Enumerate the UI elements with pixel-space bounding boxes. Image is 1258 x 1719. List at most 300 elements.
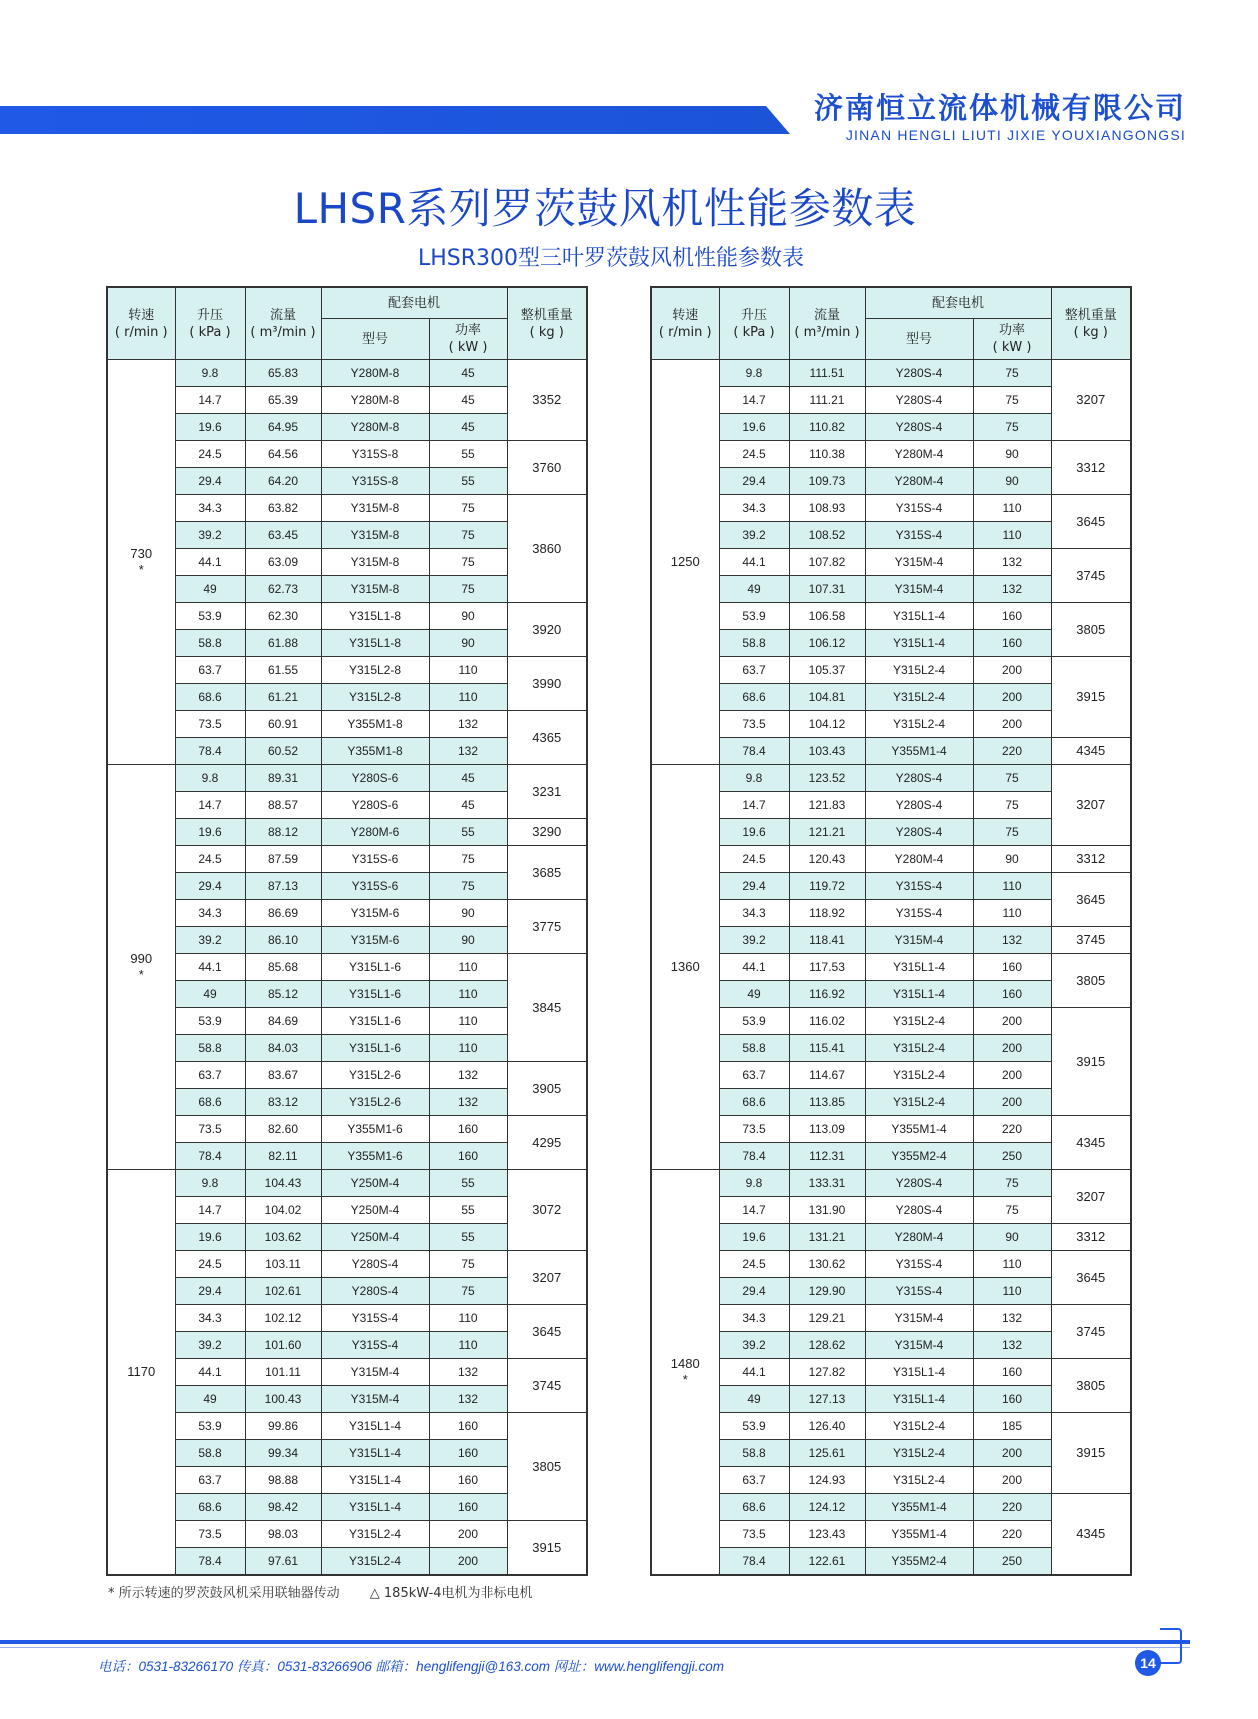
- weight-cell: 3645: [1051, 495, 1131, 549]
- flow-cell: 97.61: [245, 1548, 321, 1576]
- weight-cell: 3645: [507, 1305, 587, 1359]
- motor-model-cell: Y280M-8: [321, 414, 429, 441]
- pressure-cell: 58.8: [175, 630, 245, 657]
- header-power: 功率 ( kW ): [429, 319, 507, 360]
- motor-model-cell: Y280S-4: [865, 360, 973, 387]
- motor-model-cell: Y355M1-8: [321, 738, 429, 765]
- weight-cell: 3915: [1051, 1008, 1131, 1116]
- power-cell: 75: [429, 846, 507, 873]
- pressure-cell: 44.1: [719, 1359, 789, 1386]
- table-row: [651, 1116, 1131, 1143]
- flow-cell: 60.52: [245, 738, 321, 765]
- motor-model-cell: Y315L1-4: [865, 1386, 973, 1413]
- motor-model-cell: Y280S-6: [321, 765, 429, 792]
- power-cell: 200: [973, 1062, 1051, 1089]
- motor-model-cell: Y315S-4: [865, 873, 973, 900]
- power-cell: 160: [429, 1116, 507, 1143]
- flow-cell: 63.45: [245, 522, 321, 549]
- pressure-cell: 68.6: [175, 1089, 245, 1116]
- power-cell: 55: [429, 468, 507, 495]
- motor-model-cell: Y280S-6: [321, 792, 429, 819]
- motor-model-cell: Y315M-4: [865, 927, 973, 954]
- table-row: [651, 657, 1131, 684]
- pressure-cell: 78.4: [175, 1143, 245, 1170]
- performance-table-left: [106, 286, 588, 1576]
- weight-cell: 3805: [1051, 603, 1131, 657]
- weight-cell: 4345: [1051, 1494, 1131, 1576]
- power-cell: 200: [973, 1440, 1051, 1467]
- pressure-cell: 58.8: [719, 1440, 789, 1467]
- power-cell: 45: [429, 792, 507, 819]
- pressure-cell: 29.4: [719, 873, 789, 900]
- table-row: [107, 1359, 587, 1386]
- table-row: [651, 360, 1131, 387]
- pressure-cell: 53.9: [175, 603, 245, 630]
- power-cell: 132: [973, 549, 1051, 576]
- flow-cell: 83.12: [245, 1089, 321, 1116]
- table-row: [107, 1062, 587, 1089]
- header-flow: 流量 ( m³/min ): [789, 287, 865, 360]
- power-cell: 160: [973, 1386, 1051, 1413]
- pressure-cell: 49: [719, 1386, 789, 1413]
- table-row: [107, 1521, 587, 1548]
- motor-model-cell: Y250M-4: [321, 1197, 429, 1224]
- table-row: [107, 495, 587, 522]
- pressure-cell: 44.1: [175, 1359, 245, 1386]
- pressure-cell: 14.7: [175, 387, 245, 414]
- table-row: [651, 549, 1131, 576]
- flow-cell: 104.02: [245, 1197, 321, 1224]
- pressure-cell: 44.1: [719, 549, 789, 576]
- speed-value: 730: [130, 546, 153, 561]
- coupling-mark: *: [138, 562, 144, 577]
- flow-cell: 63.82: [245, 495, 321, 522]
- flow-cell: 125.61: [789, 1440, 865, 1467]
- power-cell: 90: [973, 468, 1051, 495]
- pressure-cell: 29.4: [719, 468, 789, 495]
- power-cell: 110: [429, 1035, 507, 1062]
- motor-model-cell: Y315M-8: [321, 495, 429, 522]
- flow-cell: 128.62: [789, 1332, 865, 1359]
- table-row: [651, 603, 1131, 630]
- motor-model-cell: Y315M-4: [321, 1386, 429, 1413]
- weight-cell: 3645: [1051, 873, 1131, 927]
- flow-cell: 131.21: [789, 1224, 865, 1251]
- flow-cell: 110.82: [789, 414, 865, 441]
- power-cell: 45: [429, 387, 507, 414]
- power-cell: 110: [973, 1278, 1051, 1305]
- weight-cell: 3745: [1051, 1305, 1131, 1359]
- motor-model-cell: Y315L2-4: [865, 1440, 973, 1467]
- motor-model-cell: Y315L1-4: [321, 1494, 429, 1521]
- power-cell: 110: [429, 954, 507, 981]
- pressure-cell: 24.5: [175, 846, 245, 873]
- motor-model-cell: Y355M1-4: [865, 1116, 973, 1143]
- power-cell: 160: [973, 954, 1051, 981]
- footer-rule: [0, 1640, 1190, 1644]
- motor-model-cell: Y315L2-8: [321, 684, 429, 711]
- power-cell: 110: [973, 873, 1051, 900]
- flow-cell: 88.12: [245, 819, 321, 846]
- power-cell: 200: [973, 1467, 1051, 1494]
- speed-value: 1170: [127, 1364, 156, 1379]
- power-cell: 132: [429, 1359, 507, 1386]
- flow-cell: 124.93: [789, 1467, 865, 1494]
- power-cell: 55: [429, 819, 507, 846]
- flow-cell: 118.92: [789, 900, 865, 927]
- flow-cell: 116.02: [789, 1008, 865, 1035]
- power-cell: 110: [973, 900, 1051, 927]
- coupling-mark: *: [682, 1372, 688, 1387]
- motor-model-cell: Y280S-4: [321, 1251, 429, 1278]
- header-model: 型号: [321, 319, 429, 360]
- power-cell: 200: [973, 684, 1051, 711]
- pressure-cell: 53.9: [175, 1413, 245, 1440]
- power-cell: 110: [429, 1305, 507, 1332]
- motor-model-cell: Y355M2-4: [865, 1143, 973, 1170]
- weight-cell: 3775: [507, 900, 587, 954]
- power-cell: 132: [429, 1062, 507, 1089]
- pressure-cell: 73.5: [719, 711, 789, 738]
- power-cell: 160: [429, 1413, 507, 1440]
- motor-model-cell: Y315L2-4: [865, 1467, 973, 1494]
- pressure-cell: 73.5: [175, 711, 245, 738]
- weight-cell: 3915: [507, 1521, 587, 1576]
- flow-cell: 101.11: [245, 1359, 321, 1386]
- weight-cell: 3072: [507, 1170, 587, 1251]
- table-row: [651, 1413, 1131, 1440]
- power-cell: 160: [973, 630, 1051, 657]
- header-flow: 流量 ( m³/min ): [245, 287, 321, 360]
- table-row: [651, 1251, 1131, 1278]
- power-cell: 132: [973, 1305, 1051, 1332]
- pressure-cell: 19.6: [719, 414, 789, 441]
- pressure-cell: 14.7: [719, 387, 789, 414]
- flow-cell: 101.60: [245, 1332, 321, 1359]
- flow-cell: 111.51: [789, 360, 865, 387]
- pressure-cell: 44.1: [719, 954, 789, 981]
- footer-contact: 电话：0531-83266170 传真：0531-83266906 邮箱：henglifengji@163.com 网址：www.henglifengji.com: [98, 1659, 725, 1674]
- weight-cell: 3915: [1051, 1413, 1131, 1494]
- flow-cell: 61.55: [245, 657, 321, 684]
- weight-cell: 3905: [507, 1062, 587, 1116]
- flow-cell: 110.38: [789, 441, 865, 468]
- motor-model-cell: Y315S-4: [321, 1305, 429, 1332]
- flow-cell: 99.86: [245, 1413, 321, 1440]
- flow-cell: 115.41: [789, 1035, 865, 1062]
- motor-model-cell: Y315S-4: [321, 1332, 429, 1359]
- motor-model-cell: Y315L1-4: [321, 1440, 429, 1467]
- table-row: [107, 900, 587, 927]
- table-row: [107, 603, 587, 630]
- power-cell: 132: [973, 576, 1051, 603]
- flow-cell: 127.82: [789, 1359, 865, 1386]
- table-row: [107, 1170, 587, 1197]
- pressure-cell: 49: [719, 981, 789, 1008]
- power-cell: 75: [973, 1170, 1051, 1197]
- weight-cell: 3207: [507, 1251, 587, 1305]
- company-name-cn: 济南恒立流体机械有限公司: [813, 91, 1186, 125]
- power-cell: 160: [429, 1440, 507, 1467]
- power-cell: 75: [973, 792, 1051, 819]
- power-cell: 200: [973, 711, 1051, 738]
- flow-cell: 65.39: [245, 387, 321, 414]
- pressure-cell: 19.6: [719, 819, 789, 846]
- pressure-cell: 73.5: [719, 1116, 789, 1143]
- power-cell: 160: [429, 1494, 507, 1521]
- flow-cell: 108.93: [789, 495, 865, 522]
- table-row: [107, 360, 587, 387]
- table-row: [651, 846, 1131, 873]
- power-cell: 220: [973, 1116, 1051, 1143]
- motor-model-cell: Y355M1-8: [321, 711, 429, 738]
- flow-cell: 84.69: [245, 1008, 321, 1035]
- motor-model-cell: Y315M-4: [865, 576, 973, 603]
- motor-model-cell: Y315L2-8: [321, 657, 429, 684]
- flow-cell: 98.88: [245, 1467, 321, 1494]
- header-weight: 整机重量 ( kg ): [507, 287, 587, 360]
- power-cell: 110: [973, 1251, 1051, 1278]
- weight-cell: 3745: [507, 1359, 587, 1413]
- power-cell: 75: [429, 495, 507, 522]
- flow-cell: 98.03: [245, 1521, 321, 1548]
- flow-cell: 113.09: [789, 1116, 865, 1143]
- pressure-cell: 34.3: [719, 495, 789, 522]
- motor-model-cell: Y315S-4: [865, 900, 973, 927]
- motor-model-cell: Y280S-4: [865, 819, 973, 846]
- motor-model-cell: Y280M-8: [321, 387, 429, 414]
- flow-cell: 105.37: [789, 657, 865, 684]
- weight-cell: 3231: [507, 765, 587, 819]
- motor-model-cell: Y315M-4: [865, 549, 973, 576]
- pressure-cell: 78.4: [719, 738, 789, 765]
- motor-model-cell: Y315L1-4: [865, 630, 973, 657]
- power-cell: 90: [973, 846, 1051, 873]
- pressure-cell: 58.8: [175, 1035, 245, 1062]
- power-cell: 75: [429, 1251, 507, 1278]
- flow-cell: 100.43: [245, 1386, 321, 1413]
- company-logo: [814, 92, 1186, 143]
- flow-cell: 123.52: [789, 765, 865, 792]
- motor-model-cell: Y280S-4: [865, 792, 973, 819]
- motor-model-cell: Y280S-4: [865, 765, 973, 792]
- pressure-cell: 19.6: [719, 1224, 789, 1251]
- power-cell: 250: [973, 1548, 1051, 1576]
- pressure-cell: 63.7: [175, 1467, 245, 1494]
- power-cell: 55: [429, 1224, 507, 1251]
- table-row: [107, 846, 587, 873]
- flow-cell: 126.40: [789, 1413, 865, 1440]
- weight-cell: 3805: [1051, 954, 1131, 1008]
- header-speed: 转速 ( r/min ): [651, 287, 719, 360]
- pressure-cell: 73.5: [175, 1521, 245, 1548]
- power-cell: 200: [973, 1008, 1051, 1035]
- table-row: [107, 1305, 587, 1332]
- motor-model-cell: Y315L1-6: [321, 1008, 429, 1035]
- flow-cell: 113.85: [789, 1089, 865, 1116]
- pressure-cell: 14.7: [719, 792, 789, 819]
- pressure-cell: 68.6: [719, 1089, 789, 1116]
- motor-model-cell: Y280M-6: [321, 819, 429, 846]
- pressure-cell: 24.5: [175, 1251, 245, 1278]
- company-name-en: JINAN HENGLI LIUTI JIXIE YOUXIANGONGSI: [845, 127, 1186, 143]
- weight-cell: 3990: [507, 657, 587, 711]
- motor-model-cell: Y315S-8: [321, 441, 429, 468]
- pressure-cell: 9.8: [719, 1170, 789, 1197]
- motor-model-cell: Y315L1-4: [865, 1359, 973, 1386]
- flow-cell: 114.67: [789, 1062, 865, 1089]
- motor-model-cell: Y315L1-6: [321, 1035, 429, 1062]
- weight-cell: 3845: [507, 954, 587, 1062]
- speed-value: 1250: [670, 554, 700, 569]
- table-row: [651, 441, 1131, 468]
- header-speed: 转速 ( r/min ): [107, 287, 175, 360]
- flow-cell: 121.21: [789, 819, 865, 846]
- motor-model-cell: Y315L2-4: [865, 684, 973, 711]
- pressure-cell: 29.4: [175, 468, 245, 495]
- power-cell: 75: [429, 1278, 507, 1305]
- flow-cell: 60.91: [245, 711, 321, 738]
- pressure-cell: 78.4: [175, 738, 245, 765]
- table-body: [651, 360, 1131, 1576]
- flow-cell: 64.95: [245, 414, 321, 441]
- flow-cell: 99.34: [245, 1440, 321, 1467]
- weight-cell: 3352: [507, 360, 587, 441]
- power-cell: 160: [429, 1143, 507, 1170]
- table-row: [651, 738, 1131, 765]
- weight-cell: 3312: [1051, 1224, 1131, 1251]
- pressure-cell: 68.6: [719, 1494, 789, 1521]
- power-cell: 90: [429, 900, 507, 927]
- table-body: [107, 360, 587, 1576]
- motor-model-cell: Y315L1-4: [865, 603, 973, 630]
- flow-cell: 109.73: [789, 468, 865, 495]
- header-pressure: 升压 ( kPa ): [719, 287, 789, 360]
- pressure-cell: 29.4: [719, 1278, 789, 1305]
- flow-cell: 87.59: [245, 846, 321, 873]
- weight-cell: 3745: [1051, 549, 1131, 603]
- pressure-cell: 9.8: [175, 360, 245, 387]
- motor-model-cell: Y315M-4: [321, 1359, 429, 1386]
- power-cell: 200: [973, 1089, 1051, 1116]
- speed-value: 990: [130, 951, 153, 966]
- power-cell: 200: [429, 1521, 507, 1548]
- power-cell: 55: [429, 1170, 507, 1197]
- flow-cell: 85.68: [245, 954, 321, 981]
- header-power: 功率 ( kW ): [973, 319, 1051, 360]
- pressure-cell: 39.2: [175, 927, 245, 954]
- flow-cell: 88.57: [245, 792, 321, 819]
- pressure-cell: 34.3: [719, 900, 789, 927]
- pressure-cell: 39.2: [175, 522, 245, 549]
- motor-model-cell: Y280S-4: [865, 1170, 973, 1197]
- power-cell: 110: [429, 1332, 507, 1359]
- flow-cell: 131.90: [789, 1197, 865, 1224]
- motor-model-cell: Y250M-4: [321, 1170, 429, 1197]
- pressure-cell: 58.8: [719, 630, 789, 657]
- flow-cell: 107.31: [789, 576, 865, 603]
- weight-cell: 3805: [507, 1413, 587, 1521]
- motor-model-cell: Y315L2-4: [865, 657, 973, 684]
- motor-model-cell: Y355M2-4: [865, 1548, 973, 1576]
- power-cell: 45: [429, 765, 507, 792]
- flow-cell: 86.69: [245, 900, 321, 927]
- motor-model-cell: Y280M-4: [865, 468, 973, 495]
- weight-cell: 3207: [1051, 1170, 1131, 1224]
- pressure-cell: 19.6: [175, 414, 245, 441]
- pressure-cell: 14.7: [175, 792, 245, 819]
- pressure-cell: 34.3: [175, 900, 245, 927]
- flow-cell: 64.20: [245, 468, 321, 495]
- table-row: [651, 1170, 1131, 1197]
- motor-model-cell: Y315L2-6: [321, 1089, 429, 1116]
- power-cell: 110: [973, 495, 1051, 522]
- flow-cell: 103.62: [245, 1224, 321, 1251]
- flow-cell: 62.73: [245, 576, 321, 603]
- table-row: [107, 441, 587, 468]
- motor-model-cell: Y280M-4: [865, 441, 973, 468]
- motor-model-cell: Y315L2-4: [865, 1062, 973, 1089]
- table-row: [651, 954, 1131, 981]
- power-cell: 110: [429, 684, 507, 711]
- weight-cell: 3312: [1051, 441, 1131, 495]
- header-band: [0, 106, 790, 134]
- pressure-cell: 39.2: [719, 927, 789, 954]
- pressure-cell: 58.8: [719, 1035, 789, 1062]
- table-row: [107, 1116, 587, 1143]
- table-row: [651, 1305, 1131, 1332]
- weight-cell: 3760: [507, 441, 587, 495]
- pressure-cell: 63.7: [719, 657, 789, 684]
- motor-model-cell: Y315M-8: [321, 576, 429, 603]
- motor-model-cell: Y315L2-4: [321, 1548, 429, 1576]
- motor-model-cell: Y315S-4: [865, 1278, 973, 1305]
- motor-model-cell: Y315S-4: [865, 1251, 973, 1278]
- motor-model-cell: Y315L2-4: [865, 1008, 973, 1035]
- flow-cell: 82.11: [245, 1143, 321, 1170]
- power-cell: 55: [429, 1197, 507, 1224]
- weight-cell: 4345: [1051, 738, 1131, 765]
- flow-cell: 87.13: [245, 873, 321, 900]
- table-row: [651, 873, 1131, 900]
- flow-cell: 116.92: [789, 981, 865, 1008]
- header-motor: 配套电机: [321, 287, 507, 319]
- weight-cell: 3207: [1051, 360, 1131, 441]
- pressure-cell: 39.2: [719, 522, 789, 549]
- flow-cell: 107.82: [789, 549, 865, 576]
- power-cell: 132: [429, 1386, 507, 1413]
- power-cell: 132: [973, 1332, 1051, 1359]
- flow-cell: 85.12: [245, 981, 321, 1008]
- flow-cell: 84.03: [245, 1035, 321, 1062]
- motor-model-cell: Y280M-8: [321, 360, 429, 387]
- table-row: [651, 1494, 1131, 1521]
- flow-cell: 106.58: [789, 603, 865, 630]
- pressure-cell: 34.3: [719, 1305, 789, 1332]
- pressure-cell: 63.7: [175, 657, 245, 684]
- flow-cell: 62.30: [245, 603, 321, 630]
- pressure-cell: 34.3: [175, 495, 245, 522]
- weight-cell: 3645: [1051, 1251, 1131, 1305]
- pressure-cell: 9.8: [175, 765, 245, 792]
- flow-cell: 123.43: [789, 1521, 865, 1548]
- pressure-cell: 49: [175, 981, 245, 1008]
- table-row: [651, 495, 1131, 522]
- flow-cell: 130.62: [789, 1251, 865, 1278]
- motor-model-cell: Y315L1-8: [321, 630, 429, 657]
- pressure-cell: 34.3: [175, 1305, 245, 1332]
- power-cell: 45: [429, 414, 507, 441]
